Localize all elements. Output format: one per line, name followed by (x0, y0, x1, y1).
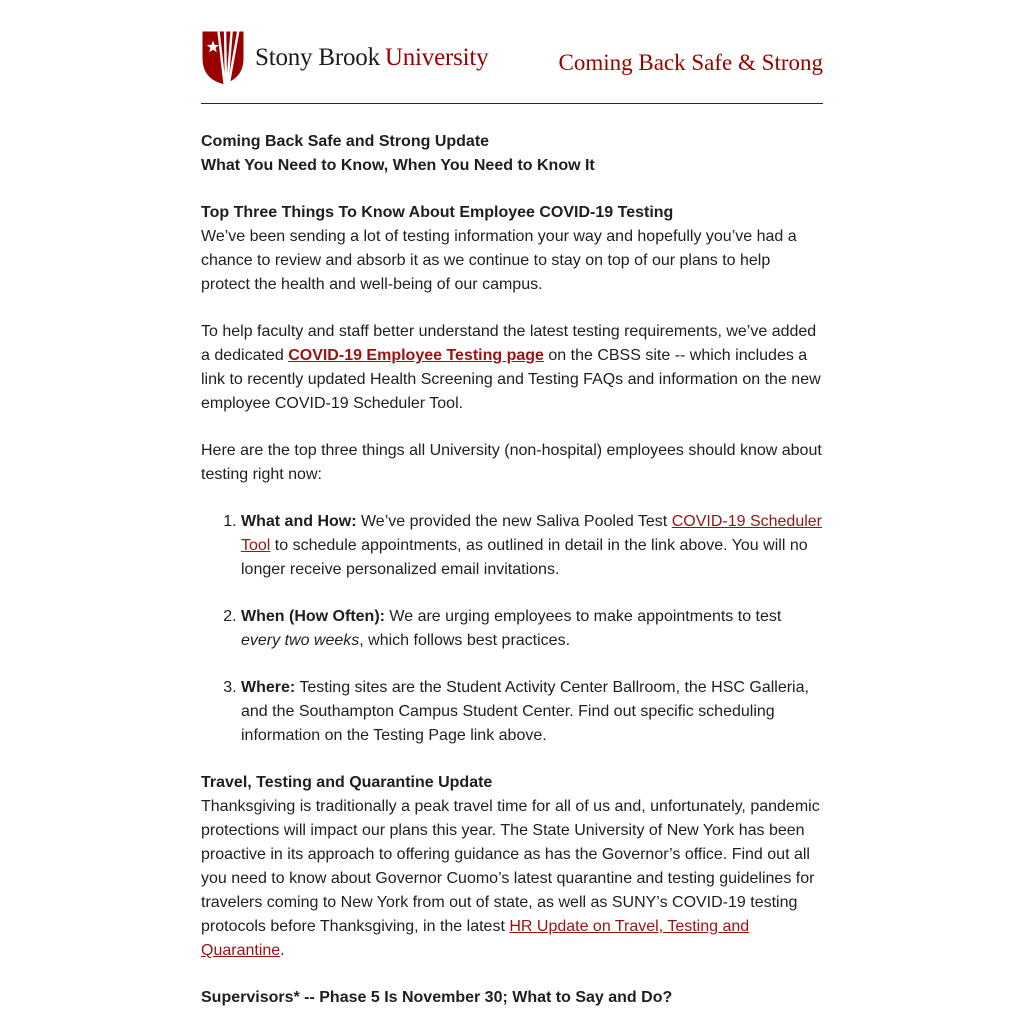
list-item (241, 510, 823, 582)
top-three-heading (201, 201, 823, 225)
update-title-heading (201, 130, 823, 178)
list-item (241, 605, 823, 653)
supervisors-heading (201, 986, 823, 1010)
wordmark-university: University (384, 44, 489, 71)
top-three-list (201, 510, 823, 748)
header (201, 30, 823, 86)
stony-brook-logo (201, 30, 488, 86)
heading-line: Supervisors* -- Phase 5 Is November 30; What to Say and Do? (201, 989, 673, 1006)
heading-line: Top Three Things To Know About Employee COVID-19 Testing (201, 204, 674, 221)
text-run: every two weeks (241, 632, 360, 649)
text-run: To help faculty and staff better understand the latest testing requirements, we’ve added a dedicated (201, 323, 817, 364)
covid19-employee-testing-page-link[interactable]: COVID-19 Employee Testing page (288, 347, 544, 364)
heading-line: What You Need to Know, When You Need to Know It (201, 157, 595, 174)
heading-line: Coming Back Safe and Strong Update (201, 133, 490, 150)
text-run: We are urging employees to make appointments to test (384, 608, 782, 625)
top-three-lead-paragraph (201, 439, 823, 487)
text-run: . (280, 942, 285, 959)
covid19-scheduler-tool-link[interactable]: COVID-19 Scheduler Tool (241, 513, 822, 554)
travel-update-paragraph (201, 795, 823, 963)
text-run: to schedule appointments, as outlined in detail in the link above. You will no longer receive personalized email invitations. (241, 537, 808, 578)
text-run: Thanksgiving is traditionally a peak travel time for all of us and, unfortunately, pandemic protections will impact our plans this year. The State University of New York has been proactive in its approach to offering guidance as has the Governor’s office. Find out all you need to know about Governor Cuomo’s latest quarantine and testing guidelines for travelers coming to New York from out of state, as well as SUNY’s COVID-19 testing protocols before Thanksgiving, in the latest (201, 798, 820, 935)
text-run: on the CBSS site -- which includes a link to recently updated Health Screening and Testing FAQs and information on the new employee COVID-19 Scheduler Tool. (201, 347, 821, 412)
email-page (201, 0, 823, 1010)
text-run: Where: (241, 679, 296, 696)
text-run: Here are the top three things all University (non-hospital) employees should know about testing right now: (201, 442, 822, 483)
heading-line: Travel, Testing and Quarantine Update (201, 774, 493, 791)
text-run: When (How Often): (241, 608, 385, 625)
hr-update-travel-testing-quarantine-link[interactable]: HR Update on Travel, Testing and Quarantine (201, 918, 750, 959)
intro-paragraph (201, 225, 823, 297)
travel-update-heading (201, 771, 823, 795)
email-body (201, 130, 823, 1010)
university-wordmark (255, 44, 488, 72)
campaign-tagline: Coming Back Safe & Strong (558, 50, 823, 75)
text-run: , which follows best practices. (359, 632, 571, 649)
testing-page-paragraph (201, 320, 823, 416)
header-divider (201, 103, 823, 104)
text-run: We’ve provided the new Saliva Pooled Test (356, 513, 672, 530)
list-item (241, 676, 823, 748)
stony-brook-shield-icon (201, 30, 245, 86)
wordmark-stony-brook: Stony Brook (255, 44, 380, 71)
text-run: Testing sites are the Student Activity Center Ballroom, the HSC Galleria, and the Southampton Campus Student Center. Find out specific scheduling information on the Testing Page link above. (241, 679, 809, 744)
text-run: What and How: (241, 513, 357, 530)
text-run: We’ve been sending a lot of testing information your way and hopefully you’ve had a chance to review and absorb it as we continue to stay on top of our plans to help protect the health and well-being of our campus. (201, 228, 797, 293)
